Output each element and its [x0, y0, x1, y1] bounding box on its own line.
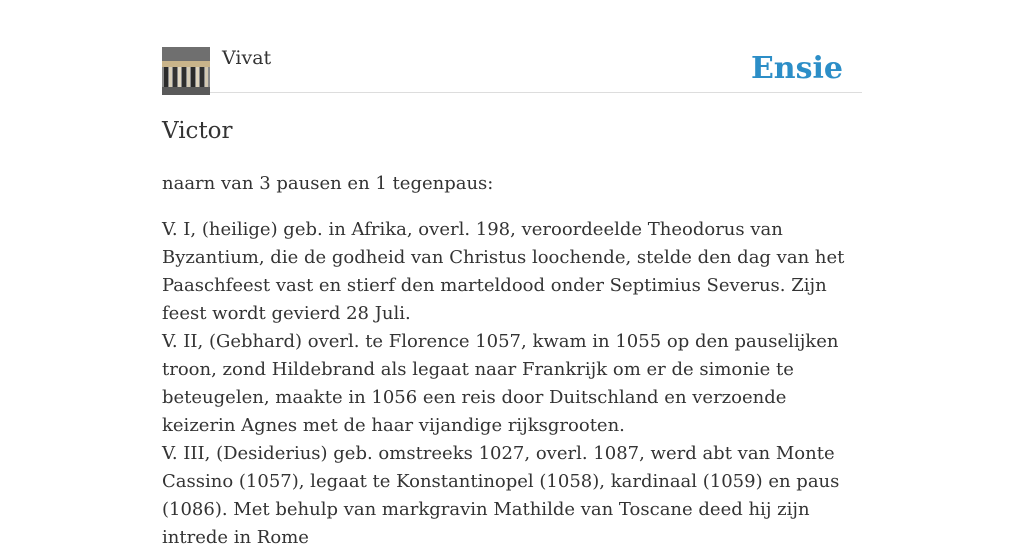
avatar[interactable] — [162, 47, 210, 95]
book-spines-icon — [162, 47, 210, 95]
page-title: Victor — [162, 118, 233, 144]
entry-list — [162, 216, 862, 552]
article — [162, 112, 862, 552]
entry-item: V. II, (Gebhard) overl. te Florence 1057, kwam in 1055 op den pauselijken troon, zond Hildebrand als legaat naar Frankrijk om er de simonie te beteugelen, maakte in 1056 een reis door Duitschland en verzoende keizerin Agnes met de haar vijandige rijksgrooten. — [162, 331, 839, 436]
entry-item: V. I, (heilige) geb. in Afrika, overl. 198, veroordeelde Theodorus van Byzantium, die de godheid van Christus loochende, stelde den dag van het Paaschfeest vast en stierf den marteldood onder Septimius Severus. Zijn feest wordt gevierd 28 Juli. — [162, 219, 845, 324]
header — [162, 46, 862, 93]
source-name[interactable]: Vivat — [222, 47, 272, 69]
entry-item: V. III, (Desiderius) geb. omstreeks 1027, overl. 1087, werd abt van Monte Cassino (1057), legaat te Konstantinopel (1058), kardinaal (1059) en paus (1086). Met behulp van markgravin Mathilde van Toscane deed hij zijn intrede in Rome — [162, 443, 840, 548]
brand-logo[interactable]: Ensie — [750, 51, 843, 86]
intro-text: naarn van 3 pausen en 1 tegenpaus: — [162, 173, 494, 194]
